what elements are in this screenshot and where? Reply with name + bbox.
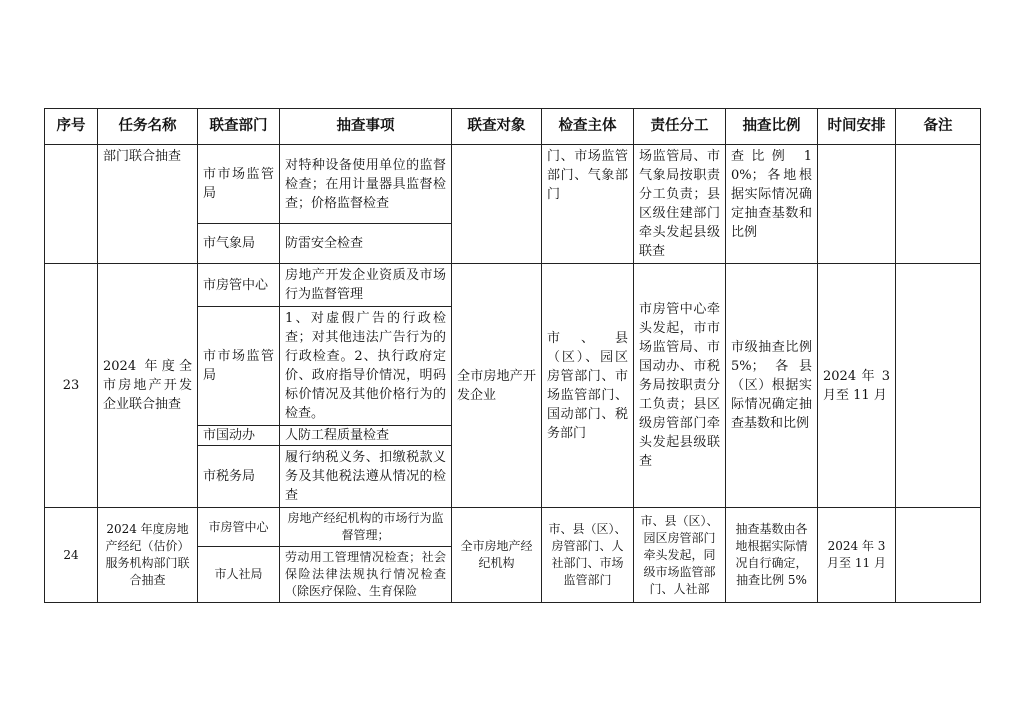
cell-duty: 场监管局、市气象局按职责分工负责；县区级住建部门牵头发起县级联查 [634,145,726,264]
header-subject: 检查主体 [542,109,634,145]
cell-dept: 市房管中心 [198,508,280,547]
table-row [45,264,981,307]
cell-item: 对特种设备使用单位的监督检查；在用计量器具监督检查；价格监督检查 [280,145,452,224]
header-item: 抽查事项 [280,109,452,145]
cell-subject: 门、市场监管部门、气象部门 [542,145,634,264]
header-duty: 责任分工 [634,109,726,145]
cell-item: 房地产开发企业资质及市场行为监督管理 [280,264,452,307]
cell-dept: 市税务局 [198,446,280,508]
header-time: 时间安排 [818,109,896,145]
task-table [44,108,981,603]
cell-item: 1、对虚假广告的行政检查；对其他违法广告行为的行政检查。2、执行政府定价、政府指导价情况，明码标价情况及其他价格行为的检查。 [280,307,452,426]
cell-ratio: 抽查基数由各地根据实际情况自行确定，抽查比例 5% [726,508,818,603]
cell-note [896,145,981,264]
cell-dept: 市市场监管局 [198,145,280,224]
cell-target: 全市房地产经纪机构 [452,508,542,603]
cell-item: 房地产经纪机构的市场行为监督管理； [280,508,452,547]
cell-dept: 市房管中心 [198,264,280,307]
cell-no [45,145,98,264]
cell-item: 履行纳税义务、扣缴税款义务及其他税法遵从情况的检查 [280,446,452,508]
cell-no: 24 [45,508,98,603]
cell-time: 2024 年 3 月至 11 月 [818,508,896,603]
cell-item: 劳动用工管理情况检查；社会保险法律法规执行情况检查（除医疗保险、生育保险 [280,547,452,603]
cell-time [818,145,896,264]
table-row [45,508,981,547]
cell-task: 2024 年度房地产经纪（估价）服务机构部门联合抽查 [98,508,198,603]
cell-subject: 市、县（区）、房管部门、人社部门、市场监管部门 [542,508,634,603]
cell-subject: 市、县（区）、园区房管部门、市场监管部门、国动部门、税务部门 [542,264,634,508]
cell-target [452,145,542,264]
cell-ratio: 市级抽查比例 5%；各县（区）根据实际情况确定抽查基数和比例 [726,264,818,508]
header-task: 任务名称 [98,109,198,145]
header-row [45,109,981,145]
cell-task: 2024 年度全市房地产开发企业联合抽查 [98,264,198,508]
cell-time: 2024 年 3 月至 11 月 [818,264,896,508]
cell-dept: 市人社局 [198,547,280,603]
cell-dept: 市气象局 [198,224,280,264]
cell-task: 部门联合抽查 [98,145,198,264]
header-dept: 联查部门 [198,109,280,145]
cell-ratio: 查比例 10%；各地根据实际情况确定抽查基数和比例 [726,145,818,264]
cell-item: 人防工程质量检查 [280,426,452,446]
cell-note [896,508,981,603]
cell-note [896,264,981,508]
cell-dept: 市市场监管局 [198,307,280,426]
cell-dept: 市国动办 [198,426,280,446]
cell-duty: 市、县（区）、园区房管部门牵头发起，同级市场监管部门、人社部 [634,508,726,603]
header-ratio: 抽查比例 [726,109,818,145]
cell-no: 23 [45,264,98,508]
header-note: 备注 [896,109,981,145]
cell-item: 防雷安全检查 [280,224,452,264]
cell-duty: 市房管中心牵头发起，市市场监管局、市国动办、市税务局按职责分工负责；县区级房管部门牵头发起县级联查 [634,264,726,508]
header-no: 序号 [45,109,98,145]
header-target: 联查对象 [452,109,542,145]
table-row [45,145,981,224]
cell-target: 全市房地产开发企业 [452,264,542,508]
